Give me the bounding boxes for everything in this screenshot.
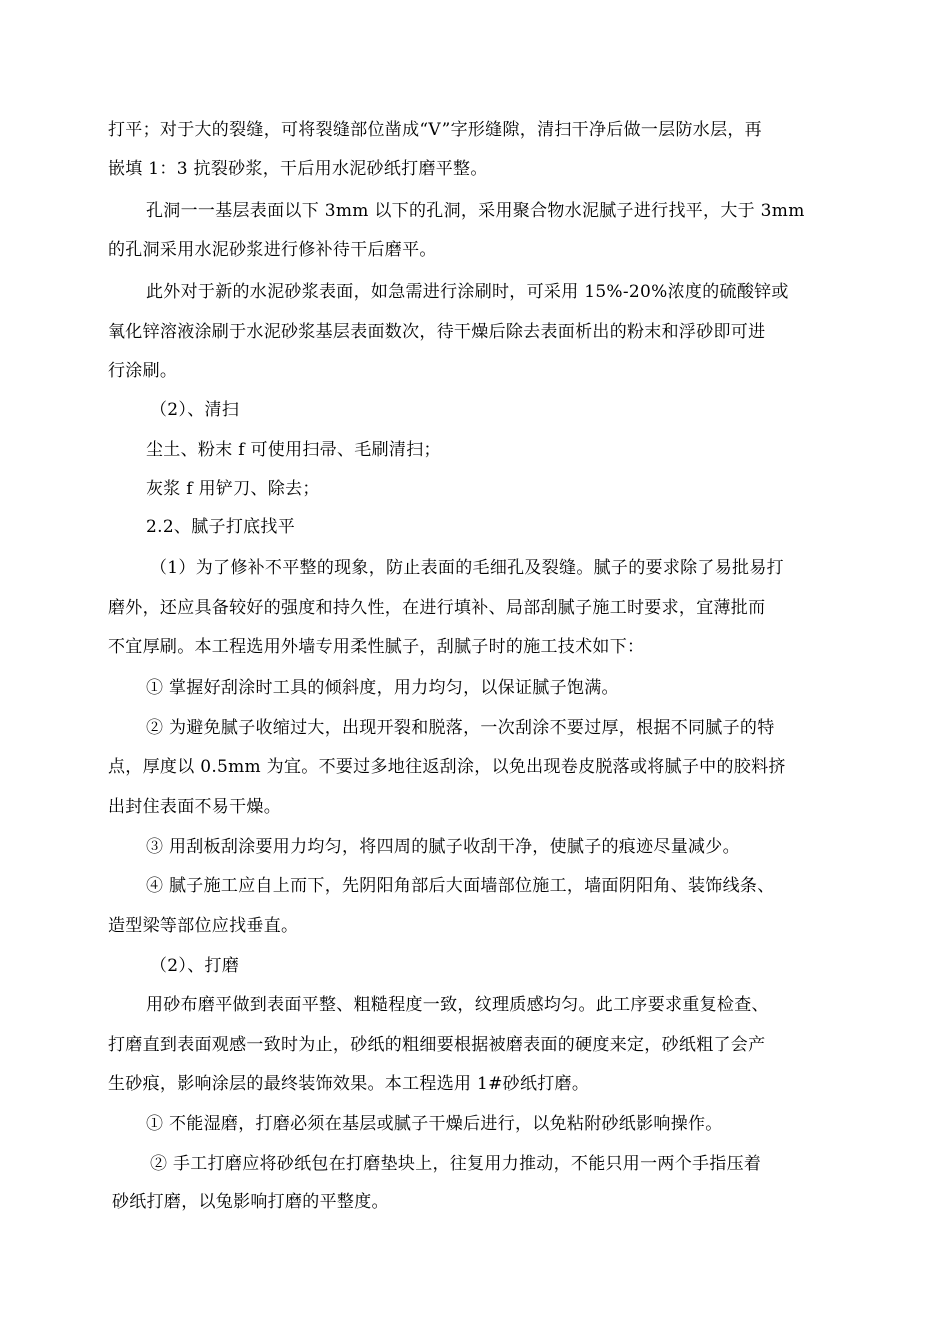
body-text-line: 尘土、粉末 f 可使用扫帚、毛刷清扫；	[146, 440, 441, 460]
body-text-line: 砂纸打磨，以兔影响打磨的平整度。	[112, 1192, 389, 1212]
body-text-line: 打磨直到表面观感一致时为止，砂纸的粗细要根据被磨表面的硬度来定，砂纸粗了会产	[108, 1035, 766, 1055]
body-text-line: 生砂痕，影响涂层的最终装饰效果。本工程选用 1#砂纸打磨。	[108, 1074, 590, 1094]
body-text-line: 打平；对于大的裂缝，可将裂缝部位凿成“V”字形缝隙，清扫干净后做一层防水层，再	[108, 120, 762, 140]
list-item: ② 为避免腻子收缩过大，出现开裂和脱落，一次刮涂不要过厚，根据不同腻子的特	[146, 718, 775, 738]
list-item: ③ 用刮板刮涂要用力均匀，将四周的腻子收刮干净，使腻子的痕迹尽量减少。	[146, 837, 740, 857]
section-heading: 2.2、腻子打底找平	[146, 517, 296, 537]
body-text-line: 磨外，还应具备较好的强度和持久性，在进行填补、局部刮腻子施工时要求，宜薄批而	[108, 598, 766, 618]
body-text-line: 灰浆 f 用铲刀、除去；	[146, 479, 320, 499]
list-item: ① 掌握好刮涂时工具的倾斜度，用力均匀，以保证腻子饱满。	[146, 678, 619, 698]
body-text-line: 氧化锌溶液涂刷于水泥砂浆基层表面数次，待干燥后除去表面析出的粉末和浮砂即可进	[108, 322, 766, 342]
body-text-line: 出封住表面不易干燥。	[108, 797, 281, 817]
body-text-line: 用砂布磨平做到表面平整、粗糙程度一致，纹理质感均匀。此工序要求重复检查、	[146, 995, 769, 1015]
body-text-line: 嵌填 1：3 抗裂砂浆，干后用水泥砂纸打磨平整。	[108, 159, 488, 179]
section-heading: （2）、打磨	[150, 956, 240, 976]
list-item: ① 不能湿磨，打磨必须在基层或腻子干燥后进行，以免粘附砂纸影响操作。	[146, 1114, 723, 1134]
body-text-line: 不宜厚刷。本工程选用外墙专用柔性腻子，刮腻子时的施工技术如下：	[108, 637, 645, 657]
list-item: ② 手工打磨应将砂纸包在打磨垫块上，往复用力推动，不能只用一两个手指压着	[150, 1154, 762, 1174]
body-text-line: 行涂刷。	[108, 361, 178, 381]
body-text-line: 的孔洞采用水泥砂浆进行修补待干后磨平。	[108, 240, 437, 260]
body-text-line: 点，厚度以 0.5mm 为宜。不要过多地往返刮涂，以免出现卷皮脱落或将腻子中的胶料挤	[108, 757, 786, 777]
body-text-line: 造型梁等部位应找垂直。	[108, 916, 299, 936]
section-heading: （2）、清扫	[150, 400, 240, 420]
body-text-line: 孔洞一一基层表面以下 3mm 以下的孔洞，采用聚合物水泥腻子进行找平，大于 3mm	[146, 201, 805, 221]
body-text-line: 此外对于新的水泥砂浆表面，如急需进行涂刷时，可采用 15%-20%浓度的硫酸锌或	[146, 282, 789, 302]
list-item: ④ 腻子施工应自上而下，先阴阳角部后大面墙部位施工，墙面阴阳角、装饰线条、	[146, 876, 775, 896]
body-text-line: （1）为了修补不平整的现象，防止表面的毛细孔及裂缝。腻子的要求除了易批易打	[150, 558, 784, 578]
